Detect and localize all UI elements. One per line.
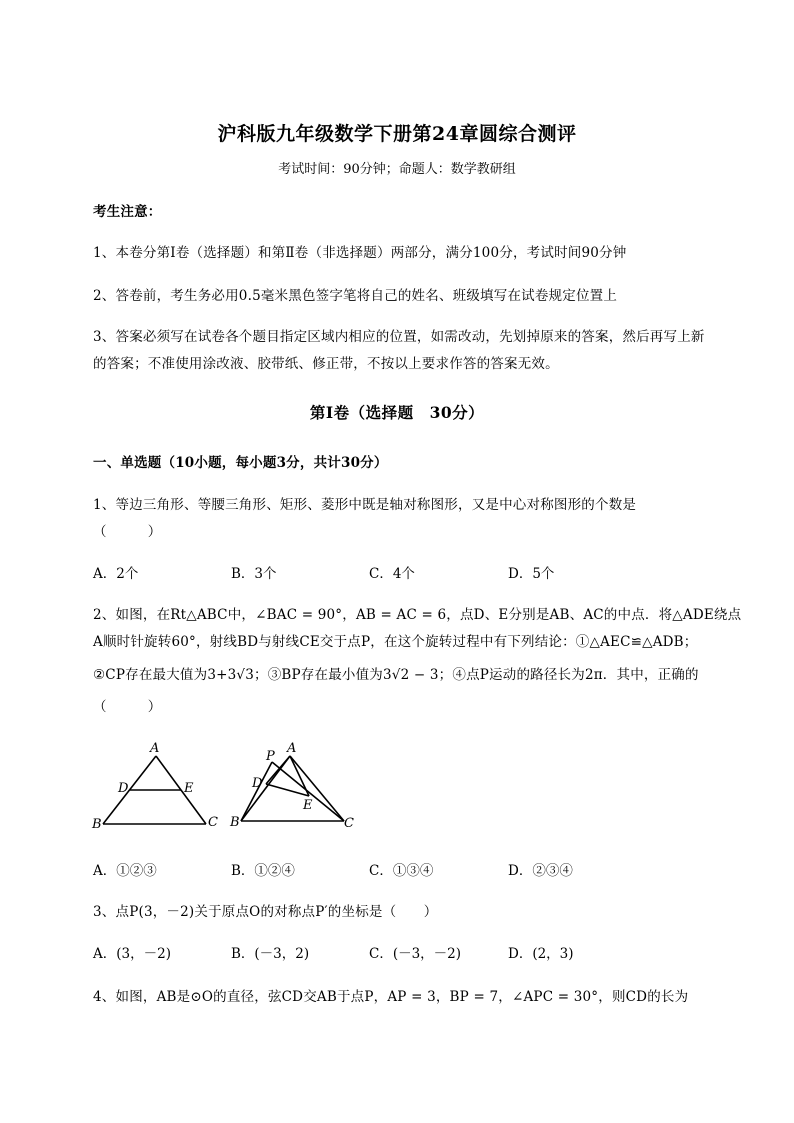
page-title: 沪科版九年级数学下册第24章圆综合测评 <box>217 123 577 145</box>
q2-figure-1 <box>88 738 223 833</box>
fig2-label-d: D <box>252 776 263 791</box>
q3-option-a: A．(3，－2) <box>93 946 171 962</box>
notice-heading: 考生注意： <box>93 204 162 220</box>
q3-option-c: C．(－3，－2) <box>369 946 462 962</box>
q2-figure-2 <box>226 738 361 833</box>
notice-item-3-cont: 的答案；不准使用涂改液、胶带纸、修正带，不按以上要求作答的答案无效。 <box>93 356 559 372</box>
q2-option-d: D．②③④ <box>508 863 573 879</box>
part-heading: 一、单选题（10小题，每小题3分，共计30分） <box>93 455 388 471</box>
fig1-label-c: C <box>208 815 218 830</box>
q2-line-1: 2、如图，在Rt△ABC中，∠BAC = 90°，AB = AC = 6，点D、E分别是AB、AC的中点．将△ADE绕点 <box>93 607 742 623</box>
fig2-label-p: P <box>266 749 275 764</box>
section-title: 第I卷（选择题 30分） <box>309 403 485 422</box>
q2-option-a: A．①②③ <box>93 863 157 879</box>
notice-item-1: 1、本卷分第I卷（选择题）和第Ⅱ卷（非选择题）两部分，满分100分，考试时间90分钟 <box>93 245 627 261</box>
q1-text: 1、等边三角形、等腰三角形、矩形、菱形中既是轴对称图形，又是中心对称图形的个数是 <box>93 497 637 513</box>
q4-text: 4、如图，AB是⊙O的直径，弦CD交AB于点P，AP = 3，BP = 7，∠APC = 30°，则CD的长为 <box>93 989 689 1005</box>
q3-option-d: D．(2，3) <box>508 946 574 962</box>
q1-option-a: A．2个 <box>93 566 139 582</box>
fig1-label-b: B <box>92 817 102 832</box>
fig2-label-a: A <box>287 741 297 756</box>
fig2-label-c: C <box>344 816 354 831</box>
q2-line-3: ②CP存在最大值为3+3√3；③BP存在最小值为3√2 − 3；④点P运动的路径长为2π．其中，正确的 <box>93 667 699 683</box>
fig2-label-b: B <box>230 815 240 830</box>
fig1-label-d: D <box>118 781 129 796</box>
q3-option-b: B．(－3，2) <box>231 946 310 962</box>
notice-item-3: 3、答案必须写在试卷各个题目指定区域内相应的位置，如需改动，先划掉原来的答案，然后再写上新 <box>93 329 705 345</box>
q2-option-c: C．①③④ <box>369 863 434 879</box>
page-subtitle: 考试时间：90分钟；命题人：数学教研组 <box>278 162 516 177</box>
q3-text: 3、点P(3，－2)关于原点O的对称点P′的坐标是（ ） <box>93 904 438 920</box>
fig1-label-a: A <box>150 741 160 756</box>
q2-blank: （ ） <box>93 699 162 715</box>
q1-option-b: B．3个 <box>231 566 277 582</box>
fig1-label-e: E <box>184 781 194 796</box>
q2-line-2: A顺时针旋转60°，射线BD与射线CE交于点P，在这个旋转过程中有下列结论：①△AEC≌△ADB； <box>93 634 698 650</box>
q1-blank: （ ） <box>93 524 162 540</box>
notice-item-2: 2、答卷前，考生务必用0.5毫米黑色签字笔将自己的姓名、班级填写在试卷规定位置上 <box>93 288 618 304</box>
q2-option-b: B．①②④ <box>231 863 295 879</box>
q1-option-d: D．5个 <box>508 566 555 582</box>
fig2-label-e: E <box>303 798 313 813</box>
q1-option-c: C．4个 <box>369 566 415 582</box>
